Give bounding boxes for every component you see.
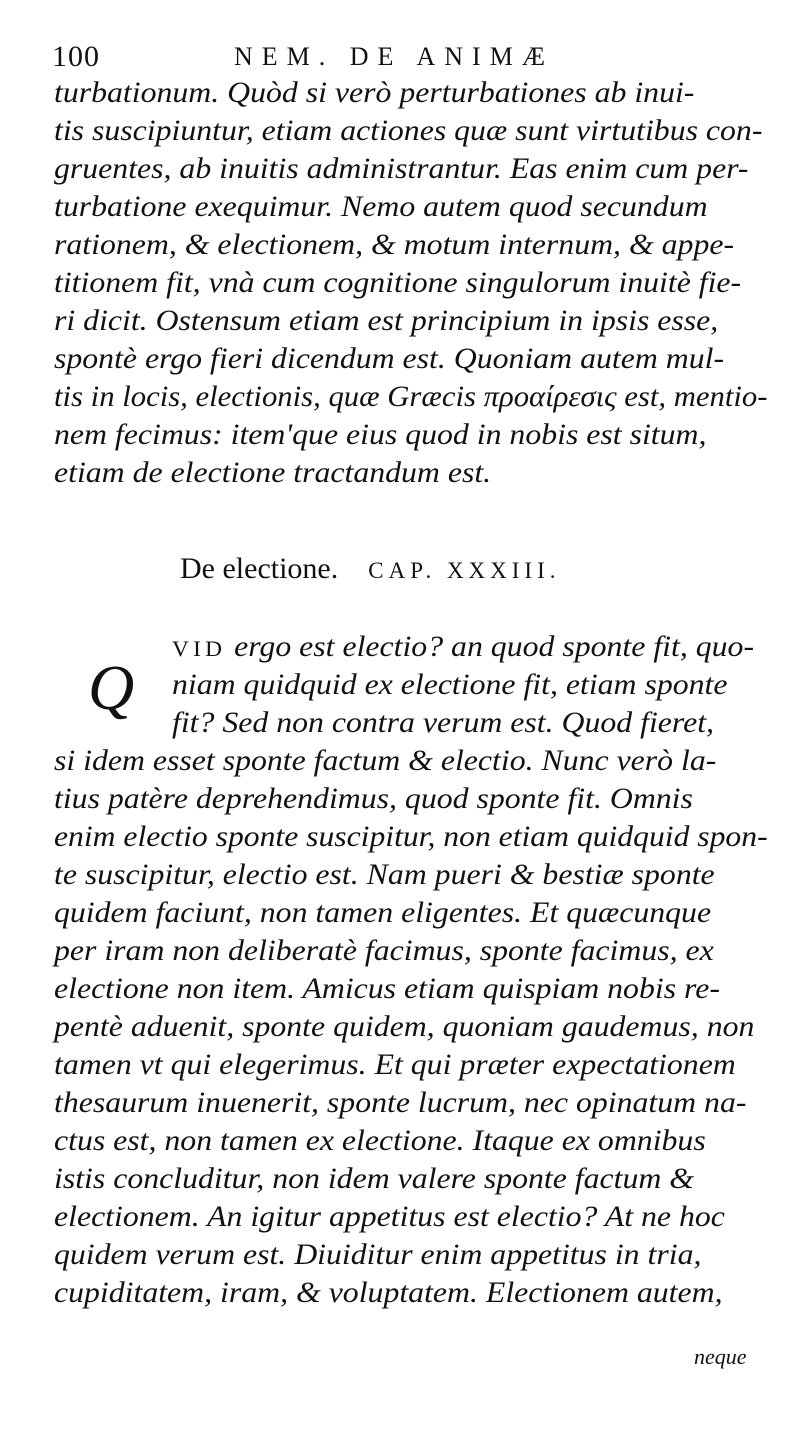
text-line: etiam de electione tractandum est.: [54, 456, 492, 489]
text-line: enim electio sponte suscipitur, non etiam quidquid spon-: [54, 820, 768, 853]
chapter-heading: [180, 552, 561, 586]
text-line: electione non item. Amicus etiam quispiam nobis re-: [54, 972, 720, 1005]
text-line: tamen vt qui elegerimus. Et qui præter expectationem: [54, 1048, 736, 1081]
text-line: turbationum. Quòd si verò perturbationes ab inui-: [54, 76, 695, 109]
text-line: nem fecimus: item'que eius quod in nobis est situm,: [54, 418, 707, 451]
text-line: rationem, & electionem, & motum internum, & appe-: [54, 228, 735, 261]
text-line: spontè ergo fieri dicendum est. Quoniam autem mul-: [54, 342, 725, 375]
running-title: NEM. DE ANIMÆ: [234, 42, 554, 71]
text-line: si idem esset sponte factum & electio. Nunc verò la-: [54, 744, 717, 777]
text-line-content: ergo est electio? an quod sponte fit, quo-: [234, 630, 755, 663]
text-line: istis concluditur, non idem valere sponte factum &: [54, 1162, 695, 1195]
chapter-number: CAP. XXXIII.: [368, 558, 561, 583]
drop-initial: Q: [88, 652, 135, 723]
text-line: per iram non deliberatè facimus, sponte facimus, ex: [54, 934, 714, 967]
catchword: neque: [694, 1344, 747, 1369]
chapter-title: De electione.: [180, 552, 339, 585]
text-line: fit? Sed non contra verum est. Quod fieret,: [172, 706, 714, 739]
text-line: thesaurum inuenerit, sponte lucrum, nec opinatum na-: [54, 1086, 747, 1119]
text-line: quidem verum est. Diuiditur enim appetitus in tria,: [54, 1238, 702, 1271]
text-line: ctus est, non tamen ex electione. Itaque ex omnibus: [54, 1124, 706, 1157]
text-line: [172, 628, 754, 668]
text-line: niam quidquid ex electione fit, etiam sponte: [172, 668, 728, 701]
text-line: tis in locis, electionis, quæ Græcis προαίρεσις est, mentio-: [54, 380, 768, 413]
text-line: quidem faciunt, non tamen eligentes. Et quæcunque: [54, 896, 712, 929]
text-line: te suscipitur, electio est. Nam pueri & bestiæ sponte: [54, 858, 715, 891]
text-line: ri dicit. Ostensum etiam est principium in ipsis esse,: [54, 304, 719, 337]
text-line: tis suscipiuntur, etiam actiones quæ sunt virtutibus con-: [54, 114, 763, 147]
text-line: turbatione exequimur. Nemo autem quod secundum: [54, 190, 708, 223]
text-line: gruentes, ab inuitis administrantur. Eas enim cum per-: [54, 152, 749, 185]
text-line: tius patère deprehendimus, quod sponte fit. Omnis: [54, 782, 693, 815]
page-number: 100: [52, 40, 100, 73]
text-line: titionem fit, vnà cum cognitione singulorum inuitè fie-: [54, 266, 742, 299]
small-caps-first-word: VID: [172, 636, 227, 661]
text-line: electionem. An igitur appetitus est electio? At ne hoc: [54, 1200, 725, 1233]
text-line: pentè aduenit, sponte quidem, quoniam gaudemus, non: [54, 1010, 755, 1043]
text-line: cupiditatem, iram, & voluptatem. Electionem autem,: [54, 1276, 723, 1309]
